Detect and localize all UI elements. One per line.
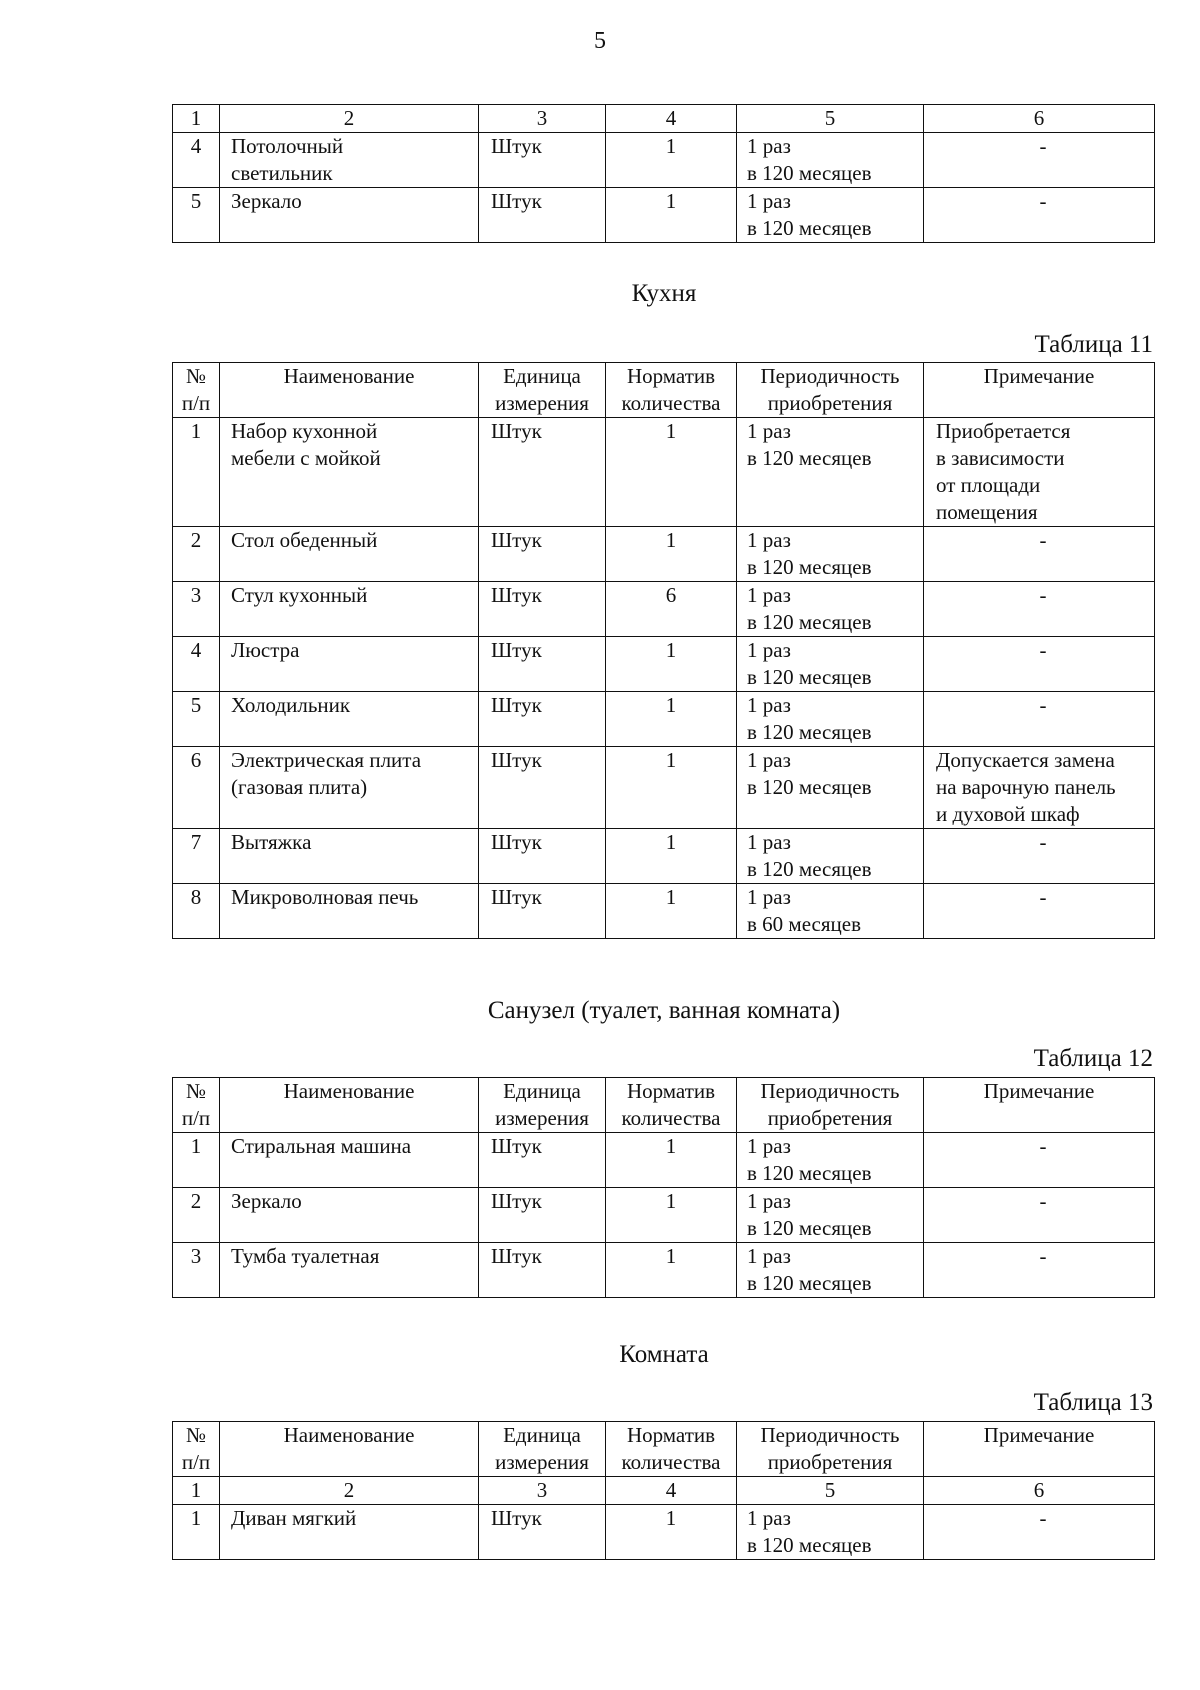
- item-quantity: 1: [606, 637, 737, 692]
- item-period: 1 раз в 120 месяцев: [737, 1505, 924, 1560]
- column-number: 5: [737, 105, 924, 133]
- item-name: Набор кухонной мебели с мойкой: [220, 418, 479, 527]
- table-row: [173, 133, 1155, 188]
- item-quantity: 1: [606, 188, 737, 243]
- row-number: 4: [173, 133, 220, 188]
- column-number: 1: [173, 1477, 220, 1505]
- item-quantity: 6: [606, 582, 737, 637]
- item-period: 1 раз в 120 месяцев: [737, 527, 924, 582]
- item-note: -: [924, 133, 1155, 188]
- item-name: Диван мягкий: [220, 1505, 479, 1560]
- item-unit: Штук: [479, 829, 606, 884]
- column-number: 2: [220, 1477, 479, 1505]
- column-number: 3: [479, 105, 606, 133]
- item-quantity: 1: [606, 418, 737, 527]
- header-name: Наименование: [220, 1078, 479, 1133]
- row-number: 7: [173, 829, 220, 884]
- item-name: Микроволновая печь: [220, 884, 479, 939]
- row-number: 1: [173, 418, 220, 527]
- table-row: [173, 637, 1155, 692]
- table-label-12: Таблица 12: [1033, 1045, 1153, 1072]
- column-number: 5: [737, 1477, 924, 1505]
- page-number: 5: [594, 28, 606, 54]
- column-number: 1: [173, 105, 220, 133]
- item-period: 1 раз в 120 месяцев: [737, 418, 924, 527]
- item-quantity: 1: [606, 527, 737, 582]
- table-row: [173, 1505, 1155, 1560]
- item-note: -: [924, 1243, 1155, 1298]
- table-label-11: Таблица 11: [1034, 331, 1153, 358]
- item-period: 1 раз в 120 месяцев: [737, 1133, 924, 1188]
- item-period: 1 раз в 120 месяцев: [737, 692, 924, 747]
- row-number: 1: [173, 1133, 220, 1188]
- table-row: [173, 1188, 1155, 1243]
- item-period: 1 раз в 120 месяцев: [737, 582, 924, 637]
- table-row: [173, 1133, 1155, 1188]
- item-name: Вытяжка: [220, 829, 479, 884]
- header-quantity: Норматив количества: [606, 1422, 737, 1477]
- item-unit: Штук: [479, 418, 606, 527]
- row-number: 4: [173, 637, 220, 692]
- column-number: 4: [606, 105, 737, 133]
- item-period: 1 раз в 120 месяцев: [737, 747, 924, 829]
- table-row: [173, 829, 1155, 884]
- item-note: -: [924, 1505, 1155, 1560]
- table-row: [173, 418, 1155, 527]
- column-number: 3: [479, 1477, 606, 1505]
- item-note: Приобретается в зависимости от площади помещения: [924, 418, 1155, 527]
- item-period: 1 раз в 120 месяцев: [737, 1188, 924, 1243]
- header-quantity: Норматив количества: [606, 363, 737, 418]
- header-period: Периодичность приобретения: [737, 1422, 924, 1477]
- item-unit: Штук: [479, 133, 606, 188]
- row-number: 2: [173, 1188, 220, 1243]
- item-name: Стиральная машина: [220, 1133, 479, 1188]
- item-name: Тумба туалетная: [220, 1243, 479, 1298]
- item-note: -: [924, 829, 1155, 884]
- row-number: 8: [173, 884, 220, 939]
- table-row: [173, 582, 1155, 637]
- table-kitchen: [172, 362, 1155, 939]
- item-period: 1 раз в 120 месяцев: [737, 133, 924, 188]
- header-note: Примечание: [924, 1078, 1155, 1133]
- item-name: Стол обеденный: [220, 527, 479, 582]
- item-note: Допускается замена на варочную панель и духовой шкаф: [924, 747, 1155, 829]
- header-quantity: Норматив количества: [606, 1078, 737, 1133]
- item-quantity: 1: [606, 1243, 737, 1298]
- item-unit: Штук: [479, 637, 606, 692]
- table-row: [173, 527, 1155, 582]
- section-heading-bathroom: Санузел (туалет, ванная комната): [487, 997, 841, 1024]
- section-heading-kitchen: Кухня: [631, 280, 697, 307]
- item-unit: Штук: [479, 1243, 606, 1298]
- item-note: -: [924, 188, 1155, 243]
- column-number: 6: [924, 105, 1155, 133]
- item-unit: Штук: [479, 188, 606, 243]
- item-quantity: 1: [606, 884, 737, 939]
- header-number: № п/п: [173, 1078, 220, 1133]
- item-quantity: 1: [606, 692, 737, 747]
- section-heading-room: Комната: [619, 1341, 709, 1368]
- item-note: -: [924, 692, 1155, 747]
- header-name: Наименование: [220, 1422, 479, 1477]
- column-number: 2: [220, 105, 479, 133]
- header-period: Периодичность приобретения: [737, 1078, 924, 1133]
- item-name: Люстра: [220, 637, 479, 692]
- row-number: 5: [173, 692, 220, 747]
- header-unit: Единица измерения: [479, 1422, 606, 1477]
- header-note: Примечание: [924, 1422, 1155, 1477]
- table-header-row: [173, 1422, 1155, 1477]
- header-note: Примечание: [924, 363, 1155, 418]
- item-unit: Штук: [479, 527, 606, 582]
- item-note: -: [924, 884, 1155, 939]
- item-name: Потолочный светильник: [220, 133, 479, 188]
- item-quantity: 1: [606, 1505, 737, 1560]
- table-column-numbers: [173, 105, 1155, 133]
- item-period: 1 раз в 120 месяцев: [737, 1243, 924, 1298]
- table-row: [173, 188, 1155, 243]
- table-row: [173, 884, 1155, 939]
- item-note: -: [924, 637, 1155, 692]
- header-number: № п/п: [173, 363, 220, 418]
- item-name: Зеркало: [220, 188, 479, 243]
- header-unit: Единица измерения: [479, 1078, 606, 1133]
- item-name: Стул кухонный: [220, 582, 479, 637]
- item-period: 1 раз в 60 месяцев: [737, 884, 924, 939]
- column-number: 6: [924, 1477, 1155, 1505]
- item-note: -: [924, 1133, 1155, 1188]
- header-unit: Единица измерения: [479, 363, 606, 418]
- item-unit: Штук: [479, 582, 606, 637]
- table-label-13: Таблица 13: [1033, 1389, 1153, 1416]
- header-number: № п/п: [173, 1422, 220, 1477]
- item-note: -: [924, 527, 1155, 582]
- table-column-numbers: [173, 1477, 1155, 1505]
- item-name: Холодильник: [220, 692, 479, 747]
- header-period: Периодичность приобретения: [737, 363, 924, 418]
- item-quantity: 1: [606, 747, 737, 829]
- item-unit: Штук: [479, 692, 606, 747]
- table-row: [173, 692, 1155, 747]
- item-unit: Штук: [479, 1505, 606, 1560]
- item-period: 1 раз в 120 месяцев: [737, 188, 924, 243]
- item-unit: Штук: [479, 884, 606, 939]
- item-unit: Штук: [479, 1133, 606, 1188]
- item-quantity: 1: [606, 1133, 737, 1188]
- table-continued: [172, 104, 1155, 243]
- item-note: -: [924, 1188, 1155, 1243]
- item-quantity: 1: [606, 133, 737, 188]
- item-unit: Штук: [479, 747, 606, 829]
- table-row: [173, 1243, 1155, 1298]
- item-quantity: 1: [606, 1188, 737, 1243]
- table-header-row: [173, 363, 1155, 418]
- item-name: Зеркало: [220, 1188, 479, 1243]
- table-header-row: [173, 1078, 1155, 1133]
- table-row: [173, 747, 1155, 829]
- item-quantity: 1: [606, 829, 737, 884]
- header-name: Наименование: [220, 363, 479, 418]
- row-number: 5: [173, 188, 220, 243]
- row-number: 3: [173, 1243, 220, 1298]
- table-bathroom: [172, 1077, 1155, 1298]
- row-number: 6: [173, 747, 220, 829]
- item-unit: Штук: [479, 1188, 606, 1243]
- row-number: 1: [173, 1505, 220, 1560]
- item-period: 1 раз в 120 месяцев: [737, 829, 924, 884]
- item-period: 1 раз в 120 месяцев: [737, 637, 924, 692]
- table-room: [172, 1421, 1155, 1560]
- item-name: Электрическая плита (газовая плита): [220, 747, 479, 829]
- item-note: -: [924, 582, 1155, 637]
- row-number: 3: [173, 582, 220, 637]
- column-number: 4: [606, 1477, 737, 1505]
- row-number: 2: [173, 527, 220, 582]
